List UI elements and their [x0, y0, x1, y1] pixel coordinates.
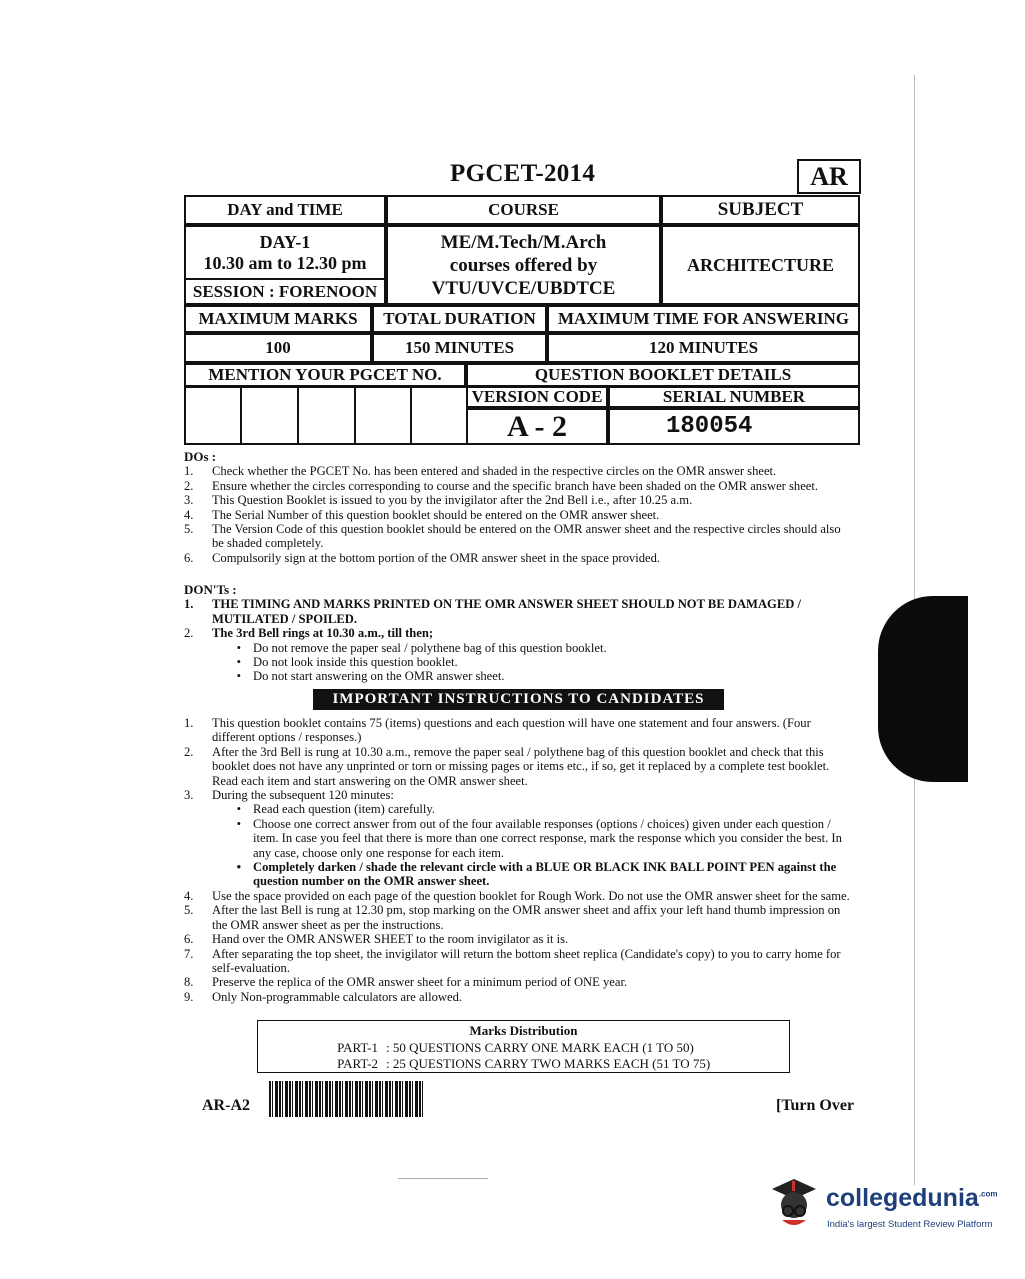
bullet-item: • Do not remove the paper seal / polythene bag of this question booklet.	[236, 640, 607, 655]
instructions-banner: IMPORTANT INSTRUCTIONS TO CANDIDATES	[313, 689, 724, 710]
course-line-1: ME/M.Tech/M.Arch	[440, 231, 607, 253]
version-code-header: VERSION CODE	[466, 386, 608, 408]
serial-number-value: 180054	[608, 408, 860, 445]
list-item: 7. After separating the top sheet, the invigilator will return the bottom sheet replica (Candidate's copy) to you to carry home for self-evaluation.	[184, 946, 841, 975]
marks-distribution-title: Marks Distribution	[469, 1023, 578, 1038]
turn-over-label: [Turn Over	[776, 1097, 855, 1114]
list-item: 3. During the subsequent 120 minutes:	[184, 788, 394, 803]
day-time-cell	[184, 225, 386, 278]
max-time-header: MAXIMUM TIME FOR ANSWERING	[547, 305, 860, 333]
booklet-details-header: QUESTION BOOKLET DETAILS	[466, 363, 860, 387]
total-duration-value: 150 MINUTES	[372, 333, 547, 363]
list-item: 1. Check whether the PGCET No. has been entered and shaded in the respective circles on the OMR answer sheet.	[184, 464, 777, 479]
subject-cell: ARCHITECTURE	[661, 225, 860, 305]
watermark-brand: collegedunia$^{.com}$	[826, 1184, 998, 1212]
day-value: DAY-1	[259, 231, 311, 252]
bullet-item: • Read each question (item) carefully.	[236, 802, 436, 817]
list-item: 4. Use the space provided on each page of the question booklet for Rough Work. Do not use the OMR answer sheet for the same.	[184, 888, 850, 903]
barcode	[269, 1081, 423, 1117]
version-code-value: A - 2	[466, 408, 608, 445]
pgcet-no-box	[354, 386, 412, 445]
subject-code-box: AR	[797, 159, 861, 194]
pgcet-no-box	[410, 386, 468, 445]
serial-number-header: SERIAL NUMBER	[608, 386, 860, 408]
pgcet-no-box	[297, 386, 356, 445]
list-item: 5. The Version Code of this question booklet should be entered on the OMR answer sheet and the respective circles should also be shaded completely.	[184, 522, 841, 551]
list-item: 8. Preserve the replica of the OMR answer sheet for a minimum period of ONE year.	[184, 975, 628, 990]
list-item: 6. Hand over the OMR ANSWER SHEET to the room invigilator as it is.	[184, 932, 569, 947]
watermark-tagline: India's largest Student Review Platform	[827, 1219, 993, 1230]
max-marks-value: 100	[184, 333, 372, 363]
list-item: 9. Only Non-programmable calculators are allowed.	[184, 989, 463, 1004]
donts-heading: DON'Ts :	[184, 582, 237, 597]
total-duration-header: TOTAL DURATION	[372, 305, 547, 333]
max-time-value: 120 MINUTES	[547, 333, 860, 363]
dos-heading: DOs :	[184, 449, 217, 464]
donts-section	[184, 583, 854, 684]
bullet-item: • Do not start answering on the OMR answer sheet.	[236, 669, 505, 684]
booklet-code: AR-A2	[202, 1097, 250, 1114]
course-line-2: courses offered by	[449, 254, 598, 276]
dos-section	[184, 450, 854, 565]
collegedunia-logo-icon	[768, 1175, 820, 1230]
list-item: 1. This question booklet contains 75 (items) questions and each question will have one statement and four answers. (Four different options / responses.)	[184, 716, 811, 745]
list-item: 6. Compulsorily sign at the bottom portion of the OMR answer sheet in the space provided.	[184, 550, 661, 565]
binding-mark	[878, 596, 968, 782]
bullet-item: • Choose one correct answer from out of the four available responses (options / choices) given under each question / item. In case you feel that there is more than one correct response, mark the response which you consider the best. In any case, choose only one response for each item.	[236, 816, 842, 860]
page-title: PGCET-2014	[450, 160, 596, 187]
course-header: COURSE	[386, 195, 661, 225]
list-item: 5. After the last Bell is rung at 12.30 pm, stop marking on the OMR answer sheet and affix your left hand thumb impression on the OMR answer sheet as per the instructions.	[184, 903, 841, 932]
divider	[398, 1178, 488, 1179]
pgcet-no-header: MENTION YOUR PGCET NO.	[184, 363, 466, 387]
marks-part-1: PART-1 : 50 QUESTIONS CARRY ONE MARK EACH (1 TO 50)	[337, 1040, 694, 1055]
list-item: 3. This Question Booklet is issued to you by the invigilator after the 2nd Bell i.e., after 10.25 a.m.	[184, 493, 693, 508]
subject-header: SUBJECT	[661, 195, 860, 225]
course-cell	[386, 225, 661, 305]
pgcet-no-box	[184, 386, 242, 445]
session-cell: SESSION : FORENOON	[184, 278, 386, 305]
max-marks-header: MAXIMUM MARKS	[184, 305, 372, 333]
bullet-item: • Do not look inside this question booklet.	[236, 655, 458, 670]
list-item: 2. After the 3rd Bell is rung at 10.30 a.m., remove the paper seal / polythene bag of this question booklet and check that this booklet does not have any unprinted or torn or missing pages or items etc., if so, get it replaced by a complete test booklet. Read each item and start answering on the OMR answer sheet.	[184, 744, 830, 788]
course-line-3: VTU/UVCE/UBDTCE	[431, 277, 616, 299]
day-time-header: DAY and TIME	[184, 195, 386, 225]
bullet-item: • Completely darken / shade the relevant circle with a BLUE OR BLACK INK BALL POINT PEN against the question number on the OMR answer sheet.	[236, 860, 837, 889]
list-item: 2. Ensure whether the circles corresponding to course and the specific branch have been shaded on the OMR answer sheet.	[184, 478, 819, 493]
instructions-section	[184, 716, 854, 1004]
marks-distribution-box	[257, 1020, 790, 1073]
time-value: 10.30 am to 12.30 pm	[203, 252, 367, 273]
list-item: 2. The 3rd Bell rings at 10.30 a.m., till then;	[184, 626, 434, 641]
list-item: 1. THE TIMING AND MARKS PRINTED ON THE OMR ANSWER SHEET SHOULD NOT BE DAMAGED / MUTILATED / SPOILED.	[184, 597, 801, 626]
pgcet-no-box	[240, 386, 299, 445]
marks-part-2: PART-2 : 25 QUESTIONS CARRY TWO MARKS EACH (51 TO 75)	[337, 1056, 711, 1071]
list-item: 4. The Serial Number of this question booklet should be entered on the OMR answer sheet.	[184, 507, 660, 522]
